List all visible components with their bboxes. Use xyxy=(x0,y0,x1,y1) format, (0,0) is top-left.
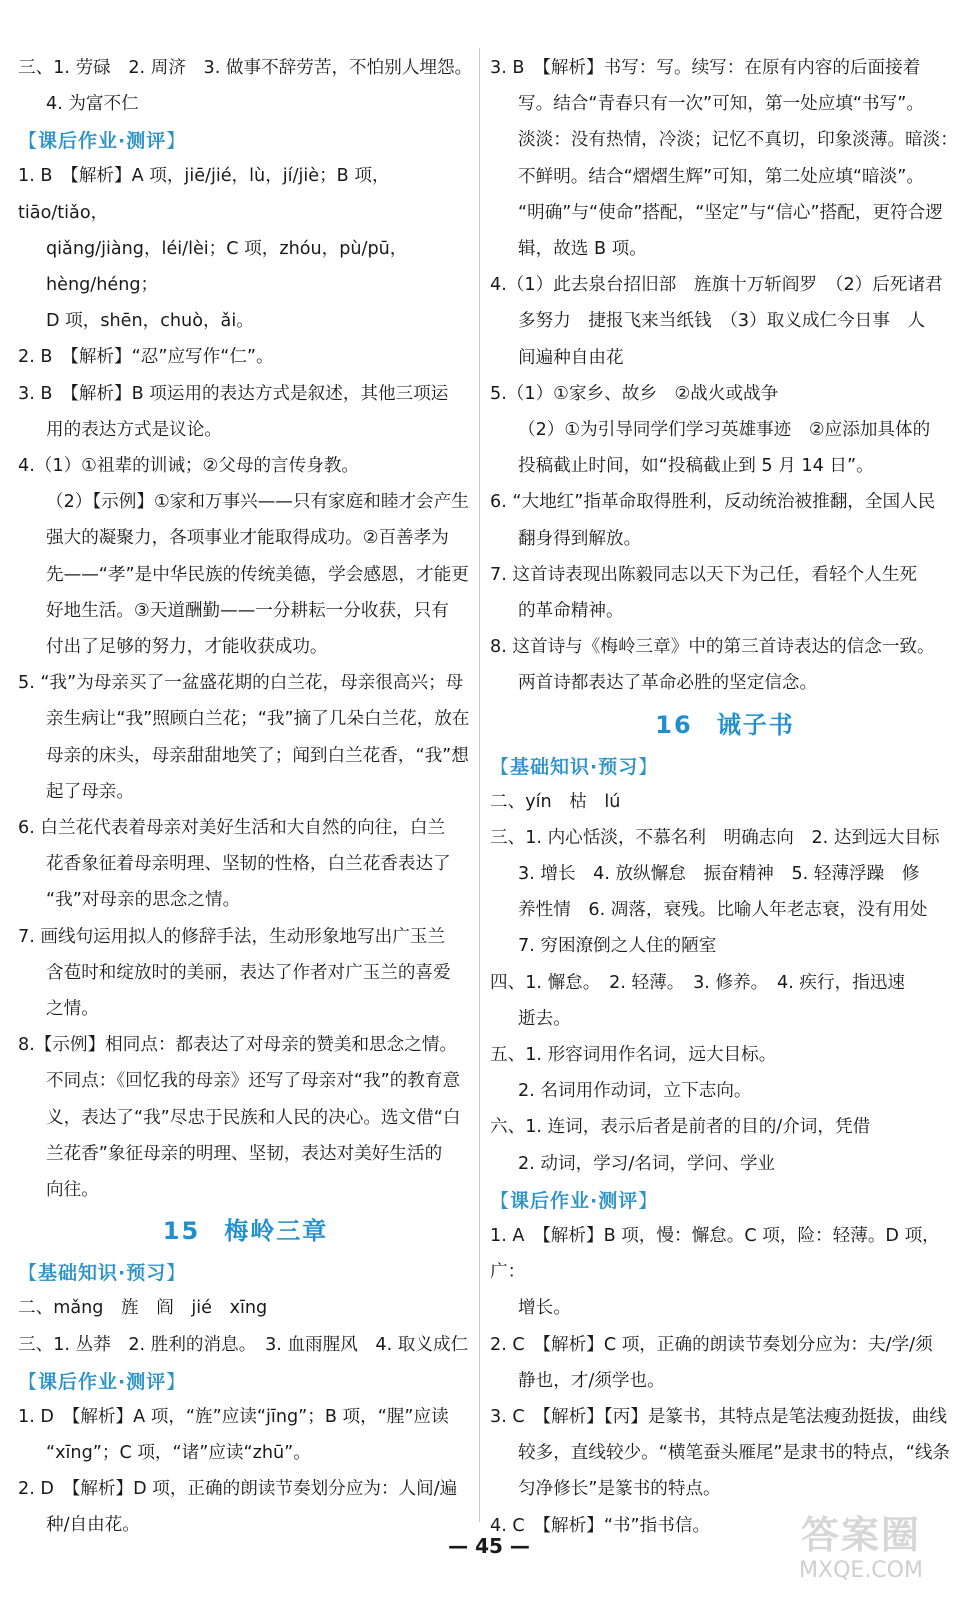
answer-line: 2. D 【解析】D 项，正确的朗读节奏划分应为：人间/遍 xyxy=(18,1479,458,1500)
answer-line: 5.（1）①家乡、故乡 ②战火或战争 xyxy=(490,383,779,404)
lesson-16-title xyxy=(490,704,960,746)
answer-line: “我”对母亲的思念之情。 xyxy=(46,890,241,911)
answer-line: 三、1. 劳碌 2. 周济 3. 做事不辞劳苦，不怕别人埋怨。 xyxy=(18,58,473,78)
answer-line: （2）①为引导同学们学习英雄事迹 ②应添加具体的 xyxy=(518,420,931,441)
answer-line: 5. “我”为母亲买了一盆盛花期的白兰花，母亲很高兴；母 xyxy=(18,673,464,694)
right-answers-top xyxy=(490,50,960,702)
answer-line: 之情。 xyxy=(46,999,99,1020)
answer-line: 起了母亲。 xyxy=(46,781,134,802)
section-label: 基础知识·预习 xyxy=(38,1262,167,1285)
answer-line: 先——“孝”是中华民族的传统美德，学会感恩，才能更 xyxy=(46,564,469,585)
answer-line: 6. 白兰花代表着母亲对美好生活和大自然的向往，白兰 xyxy=(18,818,446,839)
answer-line: 增长。 xyxy=(518,1298,571,1319)
lesson-15-basics xyxy=(18,1290,473,1362)
answer-line: 4.（1）此去泉台招旧部 旌旗十万斩阎罗 （2）后死诸君 xyxy=(490,275,943,296)
answer-line: 母亲的床头，母亲甜甜地笑了；闻到白兰花香，“我”想 xyxy=(46,745,469,766)
answer-line: 2. C 【解析】C 项，正确的朗读节奏划分应为：夫/学/须 xyxy=(490,1334,933,1355)
lesson-16-homework xyxy=(490,1218,960,1544)
answer-line: 3. B 【解析】B 项运用的表达方式是叙述，其他三项运 xyxy=(18,383,449,404)
section-label: 课后作业·测评 xyxy=(38,130,167,153)
answer-line: （2）【示例】①家和万事兴——只有家庭和睦才会产生 xyxy=(46,492,469,513)
section-homework-2: 【课后作业·测评】 xyxy=(18,1370,187,1393)
answer-line: 3. 增长 4. 放纵懈怠 振奋精神 5. 轻薄浮躁 修 xyxy=(518,864,920,885)
answer-line: D 项，shēn，chuò，ǎi。 xyxy=(46,311,254,332)
watermark-logo: 答案圈 xyxy=(800,1513,921,1557)
answer-line: 向往。 xyxy=(46,1180,99,1201)
answer-line: 2. 动词，学习/名词，学问、学业 xyxy=(518,1153,776,1174)
answer-line: 好地生活。③天道酬勤——一分耕耘一分收获，只有 xyxy=(46,600,449,621)
answer-line: 三、1. 内心恬淡，不慕名利 明确志向 2. 达到远大目标 xyxy=(490,827,940,848)
column-divider xyxy=(479,48,480,1522)
answer-line: 亲生病让“我”照顾白兰花；“我”摘了几朵白兰花，放在 xyxy=(46,709,470,730)
section-label: 课后作业·测评 xyxy=(38,1370,167,1393)
section-basics-2: 【基础知识·预习】 xyxy=(490,755,659,778)
answer-line: 投稿截止时间，如“投稿截止到 5 月 14 日”。 xyxy=(518,456,874,477)
answer-line: 辑，故选 B 项。 xyxy=(518,239,647,260)
answer-line: 8.【示例】相同点：都表达了对母亲的赞美和思念之情。 xyxy=(18,1035,458,1056)
lesson-15-homework xyxy=(18,1399,473,1544)
answer-line: 3. B 【解析】书写：写。续写：在原有内容的后面接着 xyxy=(490,58,921,78)
answer-line: 强大的凝聚力，各项事业才能取得成功。②百善孝为 xyxy=(46,528,449,549)
left-answers-san xyxy=(18,50,473,122)
answer-line: 4. C 【解析】“书”指书信。 xyxy=(490,1515,711,1536)
answer-line: 逝去。 xyxy=(518,1008,571,1029)
answer-line: 二、mǎng 旌 阎 jié xīng xyxy=(18,1298,268,1319)
left-homework-answers xyxy=(18,158,473,1208)
lesson-number: 15 xyxy=(162,1217,201,1246)
section-homework-1: 【课后作业·测评】 xyxy=(18,130,187,153)
answer-line: 4. 为富不仁 xyxy=(46,94,139,115)
answer-line: 3. C 【解析】【丙】是篆书，其特点是笔法瘦劲挺拔，曲线 xyxy=(490,1406,947,1427)
lesson-number: 16 xyxy=(655,710,693,739)
answer-line: 多努力 捷报飞来当纸钱 （3）取义成仁今日事 人 xyxy=(518,311,926,332)
answer-line: qiǎng/jiàng，léi/lèi；C 项，zhóu，pù/pū，hèng/héng； xyxy=(46,238,408,296)
section-homework-3: 【课后作业·测评】 xyxy=(490,1189,659,1212)
answer-line: 六、1. 连词，表示后者是前者的目的/介词，凭借 xyxy=(490,1117,871,1138)
section-basics-1: 【基础知识·预习】 xyxy=(18,1262,187,1285)
right-column xyxy=(490,50,960,1544)
answer-line: 五、1. 形容词用作名词，远大目标。 xyxy=(490,1045,777,1066)
answer-line: 花香象征着母亲明理、坚韧的性格，白兰花香表达了 xyxy=(46,854,451,875)
page-number: — 45 — xyxy=(448,1534,530,1558)
lesson-name: 梅岭三章 xyxy=(224,1217,329,1246)
answer-line: 1. B 【解析】A 项，jiē/jié，lù，jí/jiè；B 项，tiāo/tiǎo， xyxy=(18,166,390,223)
answer-line: 三、1. 丛莽 2. 胜利的消息。 3. 血雨腥风 4. 取义成仁 xyxy=(18,1334,469,1355)
answer-line: 7. 穷困潦倒之人住的陋室 xyxy=(518,936,717,957)
answer-line: 付出了足够的努力，才能收获成功。 xyxy=(46,637,328,658)
answer-line: 8. 这首诗与《梅岭三章》中的第三首诗表达的信念一致。 xyxy=(490,637,935,658)
answer-line: 淡淡：没有热情，冷淡；记忆不真切，印象淡薄。暗淡： xyxy=(518,130,958,151)
answer-line: 不同点：《回忆我的母亲》还写了母亲对“我”的教育意 xyxy=(46,1071,461,1092)
answer-line: 用的表达方式是议论。 xyxy=(46,419,222,440)
answer-line: 6. “大地红”指革命取得胜利，反动统治被推翻，全国人民 xyxy=(490,492,936,513)
answer-line: 两首诗都表达了革命必胜的坚定信念。 xyxy=(518,673,818,694)
answer-line: 1. D 【解析】A 项，“旌”应读“jīng”；B 项，“腥”应读 xyxy=(18,1406,449,1427)
answer-line: 静也，才/须学也。 xyxy=(518,1370,665,1391)
answer-line: 义，表达了“我”尽忠于民族和人民的决心。选文借“白 xyxy=(46,1107,461,1128)
answer-line: 的革命精神。 xyxy=(518,601,624,622)
answer-line: 4.（1）①祖辈的训诫；②父母的言传身教。 xyxy=(18,456,360,477)
answer-line: 7. 这首诗表现出陈毅同志以天下为己任，看轻个人生死 xyxy=(490,564,918,585)
lesson-name: 诫子书 xyxy=(716,710,795,739)
answer-line: 养性情 6. 凋落，衰残。比喻人年老志衰，没有用处 xyxy=(518,900,928,921)
answer-line: 2. B 【解析】“忍”应写作“仁”。 xyxy=(18,347,274,368)
watermark xyxy=(766,1512,956,1592)
answer-line: 间遍种自由花 xyxy=(518,347,624,368)
left-column xyxy=(18,50,473,1544)
answer-line: 兰花香”象征母亲的明理、坚韧，表达对美好生活的 xyxy=(46,1143,443,1164)
lesson-15-title xyxy=(18,1210,473,1252)
answer-line: 翻身得到解放。 xyxy=(518,528,642,549)
watermark-site: MXQE.COM xyxy=(799,1558,923,1583)
section-label: 课后作业·测评 xyxy=(510,1189,639,1212)
lesson-16-basics xyxy=(490,784,960,1182)
answer-line: 写。结合“青春只有一次”可知，第一处应填“书写”。 xyxy=(518,94,924,115)
answer-line: 不鲜明。结合“熠熠生辉”可知，第二处应填“暗淡”。 xyxy=(518,166,924,187)
answer-line: 二、yín 枯 lú xyxy=(490,791,621,812)
answer-line: 匀净修长”是篆书的特点。 xyxy=(518,1479,721,1500)
answer-line: 2. 名词用作动词，立下志向。 xyxy=(518,1081,752,1102)
answer-line: 四、1. 懈怠。 2. 轻薄。 3. 修养。 4. 疾行，指迅速 xyxy=(490,972,905,993)
answer-line: 含苞时和绽放时的美丽，表达了作者对广玉兰的喜爱 xyxy=(46,962,451,983)
answer-line: 7. 画线句运用拟人的修辞手法，生动形象地写出广玉兰 xyxy=(18,926,446,947)
section-label: 基础知识·预习 xyxy=(510,755,639,778)
answer-line: “明确”与“使命”搭配，“坚定”与“信心”搭配，更符合逻 xyxy=(518,202,943,223)
answer-line: “xīng”；C 项，“诸”应读“zhū”。 xyxy=(46,1442,311,1463)
answer-line: 较多，直线较少。“横笔蚕头雁尾”是隶书的特点，“线条 xyxy=(518,1443,951,1464)
answer-line: 种/自由花。 xyxy=(46,1515,140,1536)
answer-line: 1. A 【解析】B 项，慢：懈怠。C 项，险：轻薄。D 项，广： xyxy=(490,1225,940,1283)
